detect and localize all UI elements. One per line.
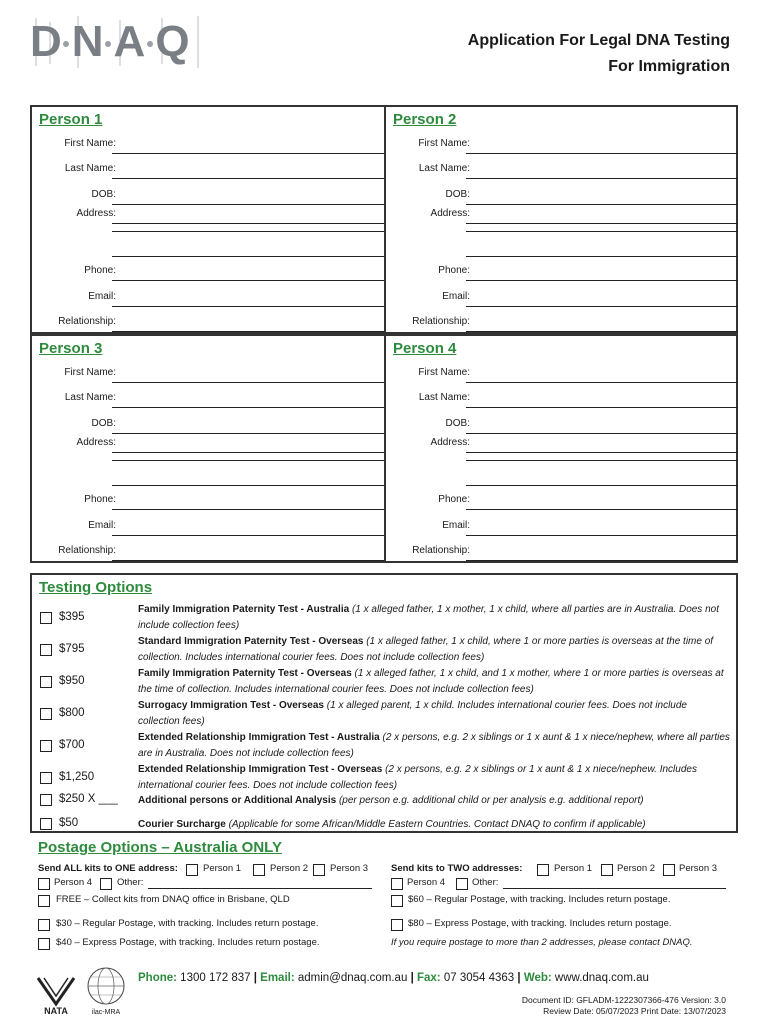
two-address-person2-checkbox[interactable] bbox=[601, 864, 613, 876]
two-address-other-checkbox[interactable] bbox=[456, 878, 468, 890]
person-1-phone-label: Phone: bbox=[84, 265, 116, 276]
person-2-address-row bbox=[386, 206, 738, 224]
nata-text: NATA bbox=[44, 1006, 68, 1016]
test-option-1-price: $395 bbox=[59, 611, 85, 623]
one-address-person1-label: Person 1 bbox=[203, 863, 242, 874]
phone-value: 1300 172 837 bbox=[176, 972, 254, 984]
person-4-address-row bbox=[386, 435, 738, 453]
test-option-6-detail: (2 x persons, e.g. 2 x siblings or 1 x aunt & 1 x niece/nephew. Includes international courier fees. Does not include collection fees) bbox=[138, 764, 697, 791]
contact-line bbox=[138, 972, 649, 984]
person-2-last-name-row bbox=[386, 161, 738, 179]
one-address-person4-checkbox[interactable] bbox=[38, 878, 50, 890]
person-1-phone-row bbox=[32, 263, 384, 281]
person-4-email-input[interactable] bbox=[466, 535, 738, 536]
person-3-last-name-row bbox=[32, 390, 384, 408]
postage-40-checkbox[interactable] bbox=[38, 938, 50, 950]
person-2-relationship-label: Relationship: bbox=[412, 316, 470, 327]
test-option-8-name: Courier Surcharge bbox=[138, 819, 226, 830]
test-option-3-checkbox[interactable] bbox=[40, 676, 52, 688]
person-4-address-line-2[interactable] bbox=[466, 460, 738, 461]
free-collect-label: FREE – Collect kits from DNAQ office in Brisbane, QLD bbox=[56, 894, 290, 905]
person-1-email-label: Email: bbox=[88, 291, 116, 302]
person-2-last-name-label: Last Name: bbox=[418, 163, 470, 174]
test-option-2-price: $795 bbox=[59, 643, 85, 655]
person-2-phone-input[interactable] bbox=[466, 280, 738, 281]
separator: | bbox=[517, 972, 521, 984]
fax-label: Fax: bbox=[416, 972, 441, 984]
person-4-relationship-label: Relationship: bbox=[412, 545, 470, 556]
test-option-1-detail: (1 x alleged father, 1 x mother, 1 x child, where all parties are in Australia. Does not include collection fees) bbox=[138, 604, 719, 631]
person-1-title: Person 1 bbox=[39, 111, 103, 128]
person-1-last-name-label: Last Name: bbox=[64, 163, 116, 174]
test-option-8-checkbox[interactable] bbox=[40, 818, 52, 830]
person-3-address-line-3[interactable] bbox=[112, 485, 386, 486]
person-3-email-row bbox=[32, 518, 384, 536]
person-1-phone-input[interactable] bbox=[112, 280, 384, 281]
person-2-relationship-row bbox=[386, 314, 738, 332]
person-3-phone-input[interactable] bbox=[112, 509, 384, 510]
two-address-person2-label: Person 2 bbox=[617, 863, 656, 874]
person-1-address-line-3[interactable] bbox=[112, 256, 386, 257]
two-address-person1-label: Person 1 bbox=[554, 863, 593, 874]
person-4-dob-row bbox=[386, 416, 738, 434]
person-3-dob-row bbox=[32, 416, 384, 434]
email-label: Email: bbox=[260, 972, 295, 984]
person-4-first-name-input[interactable] bbox=[466, 382, 738, 383]
person-3-section bbox=[32, 336, 386, 561]
person-4-address-line-3[interactable] bbox=[466, 485, 738, 486]
person-2-email-input[interactable] bbox=[466, 306, 738, 307]
postage-60-label: $60 – Regular Postage, with tracking. Includes return postage. bbox=[408, 894, 671, 905]
test-option-2-name: Standard Immigration Paternity Test - Overseas bbox=[138, 636, 364, 647]
person-3-relationship-label: Relationship: bbox=[58, 545, 116, 556]
person-2-dob-input[interactable] bbox=[466, 204, 738, 205]
person-2-email-label: Email: bbox=[442, 291, 470, 302]
person-2-phone-row bbox=[386, 263, 738, 281]
test-option-8-description bbox=[138, 817, 730, 833]
person-3-address-line-2[interactable] bbox=[112, 460, 386, 461]
postage-80-checkbox[interactable] bbox=[391, 919, 403, 931]
test-option-3-description bbox=[138, 666, 730, 697]
person-1-last-name-input[interactable] bbox=[112, 178, 384, 179]
person-2-first-name-input[interactable] bbox=[466, 153, 738, 154]
test-option-3-detail: (1 x alleged father, 1 x child, and 1 x mother, where 1 or more parties is overseas at the time of collection. Includes international courier fees. Does not include collection fees) bbox=[138, 668, 724, 695]
test-option-4-detail: (1 x alleged parent, 1 x child. Includes international courier fees. Does not include collection fees) bbox=[138, 700, 687, 727]
person-2-address-line-2[interactable] bbox=[466, 231, 738, 232]
person-3-email-label: Email: bbox=[88, 520, 116, 531]
person-4-address-label: Address: bbox=[430, 437, 470, 448]
web-label: Web: bbox=[523, 972, 552, 984]
person-1-first-name-label: First Name: bbox=[64, 138, 116, 149]
one-address-other-label: Other: bbox=[117, 877, 144, 888]
person-4-relationship-input[interactable] bbox=[466, 560, 738, 561]
person-4-section bbox=[384, 336, 738, 561]
person-2-email-row bbox=[386, 289, 738, 307]
email-value[interactable]: admin@dnaq.com.au bbox=[294, 972, 411, 984]
nata-logo bbox=[34, 964, 78, 1018]
test-option-5-detail: (2 x persons, e.g. 2 x siblings or 1 x aunt & 1 x niece/nephew, where all parties are in Australia. Does not include collection fees) bbox=[138, 732, 730, 759]
person-3-first-name-label: First Name: bbox=[64, 367, 116, 378]
person-2-address-label: Address: bbox=[430, 208, 470, 219]
test-option-8-detail: (Applicable for some African/Middle Eastern Countries. Contact DNAQ to confirm if applicable) bbox=[225, 819, 646, 830]
logo-wordmark: DNAQ bbox=[30, 17, 200, 66]
one-address-person3-label: Person 3 bbox=[330, 863, 369, 874]
person-1-dob-row bbox=[32, 187, 384, 205]
person-4-address-input[interactable] bbox=[466, 452, 738, 453]
person-4-dob-label: DOB: bbox=[445, 418, 470, 429]
separator: | bbox=[253, 972, 257, 984]
test-option-1-name: Family Immigration Paternity Test - Australia bbox=[138, 604, 350, 615]
postage-60-checkbox[interactable] bbox=[391, 895, 403, 907]
person-1-relationship-label: Relationship: bbox=[58, 316, 116, 327]
one-address-label: Send ALL kits to ONE address: bbox=[38, 863, 178, 874]
person-3-first-name-row bbox=[32, 365, 384, 383]
one-address-other-input[interactable] bbox=[148, 888, 372, 889]
person-3-phone-row bbox=[32, 492, 384, 510]
dnaq-logo bbox=[30, 14, 210, 70]
person-1-relationship-input[interactable] bbox=[112, 331, 384, 332]
person-3-relationship-input[interactable] bbox=[112, 560, 384, 561]
postage-40-label: $40 – Express Postage, with tracking. Includes return postage. bbox=[56, 937, 320, 948]
person-2-first-name-label: First Name: bbox=[418, 138, 470, 149]
person-2-phone-label: Phone: bbox=[438, 265, 470, 276]
two-address-person3-label: Person 3 bbox=[679, 863, 718, 874]
one-address-person2-checkbox[interactable] bbox=[253, 864, 265, 876]
person-2-section bbox=[384, 107, 738, 332]
postage-note: If you require postage to more than 2 addresses, please contact DNAQ. bbox=[391, 937, 693, 948]
person-3-dob-input[interactable] bbox=[112, 433, 384, 434]
test-option-2-detail: (1 x alleged father, 1 x child, where 1 or more parties is overseas at the time of collection. Includes international courier fees. Does not include collection fees) bbox=[138, 636, 714, 663]
two-address-other-input[interactable] bbox=[503, 888, 726, 889]
two-address-person4-checkbox[interactable] bbox=[391, 878, 403, 890]
free-collect-checkbox[interactable] bbox=[38, 895, 50, 907]
test-option-5-checkbox[interactable] bbox=[40, 740, 52, 752]
person-4-last-name-label: Last Name: bbox=[418, 392, 470, 403]
test-option-6-price: $1,250 bbox=[59, 771, 95, 783]
test-option-4-name: Surrogacy Immigration Test - Overseas bbox=[138, 700, 324, 711]
person-1-relationship-row bbox=[32, 314, 384, 332]
person-4-first-name-label: First Name: bbox=[418, 367, 470, 378]
person-4-last-name-row bbox=[386, 390, 738, 408]
person-3-last-name-label: Last Name: bbox=[64, 392, 116, 403]
person-3-address-label: Address: bbox=[76, 437, 116, 448]
person-3-phone-label: Phone: bbox=[84, 494, 116, 505]
person-2-title: Person 2 bbox=[393, 111, 457, 128]
person-1-section bbox=[32, 107, 386, 332]
test-option-8-price: $50 bbox=[59, 817, 79, 829]
person-4-phone-row bbox=[386, 492, 738, 510]
test-option-6-description bbox=[138, 762, 730, 793]
person-4-email-row bbox=[386, 518, 738, 536]
person-1-first-name-input[interactable] bbox=[112, 153, 384, 154]
person-4-title: Person 4 bbox=[393, 340, 457, 357]
person-1-address-line-2[interactable] bbox=[112, 231, 386, 232]
one-address-person1-checkbox[interactable] bbox=[186, 864, 198, 876]
person-1-address-input[interactable] bbox=[112, 223, 384, 224]
test-option-7-name: Additional persons or Additional Analysis bbox=[138, 795, 337, 806]
ilac-text: ilac-MRA bbox=[91, 1009, 121, 1016]
person-2-last-name-input[interactable] bbox=[466, 178, 738, 179]
test-option-7-description bbox=[138, 793, 730, 809]
review-date-line: Review Date: 05/07/2023 Print Date: 13/07/2023 bbox=[543, 1006, 726, 1016]
person-2-relationship-input[interactable] bbox=[466, 331, 738, 332]
test-option-4-checkbox[interactable] bbox=[40, 708, 52, 720]
person-4-phone-label: Phone: bbox=[438, 494, 470, 505]
person-3-dob-label: DOB: bbox=[91, 418, 116, 429]
one-address-other-checkbox[interactable] bbox=[100, 878, 112, 890]
test-option-2-checkbox[interactable] bbox=[40, 644, 52, 656]
document-id-line: Document ID: GFLADM-1222307366-476 Version: 3.0 bbox=[521, 995, 726, 1005]
test-option-7-detail: (per person e.g. additional child or per analysis e.g. additional report) bbox=[336, 795, 644, 806]
person-1-address-label: Address: bbox=[76, 208, 116, 219]
person-4-last-name-input[interactable] bbox=[466, 407, 738, 408]
person-3-email-input[interactable] bbox=[112, 535, 384, 536]
person-1-email-row bbox=[32, 289, 384, 307]
person-4-phone-input[interactable] bbox=[466, 509, 738, 510]
test-option-5-price: $700 bbox=[59, 739, 85, 751]
two-address-person4-label: Person 4 bbox=[407, 877, 446, 888]
person-1-dob-input[interactable] bbox=[112, 204, 384, 205]
test-option-6-name: Extended Relationship Immigration Test - Overseas bbox=[138, 764, 383, 775]
person-4-dob-input[interactable] bbox=[466, 433, 738, 434]
testing-options-panel bbox=[30, 573, 738, 833]
person-2-address-line-3[interactable] bbox=[466, 256, 738, 257]
one-address-person4-label: Person 4 bbox=[54, 877, 93, 888]
postage-options-section bbox=[30, 835, 738, 959]
nata-badge-icon bbox=[34, 964, 78, 1018]
fax-value: 07 3054 4363 bbox=[440, 972, 518, 984]
one-address-person2-label: Person 2 bbox=[270, 863, 309, 874]
two-address-person3-checkbox[interactable] bbox=[663, 864, 675, 876]
person-3-last-name-input[interactable] bbox=[112, 407, 384, 408]
one-address-person3-checkbox[interactable] bbox=[313, 864, 325, 876]
phone-label: Phone: bbox=[138, 972, 177, 984]
postage-80-label: $80 – Express Postage, with tracking. Includes return postage. bbox=[408, 918, 672, 929]
person-2-dob-row bbox=[386, 187, 738, 205]
test-option-7-price: $250 X ___ bbox=[59, 793, 118, 805]
ilac-mra-logo bbox=[84, 964, 128, 1018]
test-option-4-price: $800 bbox=[59, 707, 85, 719]
two-address-label: Send kits to TWO addresses: bbox=[391, 863, 523, 874]
person-4-first-name-row bbox=[386, 365, 738, 383]
person-3-first-name-input[interactable] bbox=[112, 382, 384, 383]
test-option-6-checkbox[interactable] bbox=[40, 772, 52, 784]
title-line-1: Application For Legal DNA Testing bbox=[467, 32, 730, 49]
test-option-3-price: $950 bbox=[59, 675, 85, 687]
person-1-dob-label: DOB: bbox=[91, 189, 116, 200]
person-1-email-input[interactable] bbox=[112, 306, 384, 307]
postage-30-label: $30 – Regular Postage, with tracking. Includes return postage. bbox=[56, 918, 319, 929]
test-option-1-description bbox=[138, 602, 730, 633]
person-3-address-row bbox=[32, 435, 384, 453]
person-3-address-input[interactable] bbox=[112, 452, 384, 453]
person-3-title: Person 3 bbox=[39, 340, 103, 357]
document-id bbox=[522, 995, 726, 1017]
person-4-relationship-row bbox=[386, 543, 738, 561]
person-4-email-label: Email: bbox=[442, 520, 470, 531]
postage-options-title: Postage Options – Australia ONLY bbox=[38, 839, 282, 856]
test-option-5-name: Extended Relationship Immigration Test - Australia bbox=[138, 732, 380, 743]
person-3-relationship-row bbox=[32, 543, 384, 561]
two-address-other-label: Other: bbox=[472, 877, 499, 888]
person-1-last-name-row bbox=[32, 161, 384, 179]
two-address-person1-checkbox[interactable] bbox=[537, 864, 549, 876]
person-1-first-name-row bbox=[32, 136, 384, 154]
ilac-globe-icon bbox=[84, 964, 128, 1018]
postage-30-checkbox[interactable] bbox=[38, 919, 50, 931]
test-option-1-checkbox[interactable] bbox=[40, 612, 52, 624]
page-title bbox=[468, 28, 730, 80]
test-option-7-checkbox[interactable] bbox=[40, 794, 52, 806]
separator: | bbox=[410, 972, 414, 984]
testing-options-title: Testing Options bbox=[39, 579, 153, 596]
person-2-first-name-row bbox=[386, 136, 738, 154]
person-2-dob-label: DOB: bbox=[445, 189, 470, 200]
title-line-2: For Immigration bbox=[608, 58, 730, 75]
test-option-3-name: Family Immigration Paternity Test - Overseas bbox=[138, 668, 352, 679]
test-option-4-description bbox=[138, 698, 730, 729]
persons-panel-top bbox=[30, 105, 738, 334]
person-2-address-input[interactable] bbox=[466, 223, 738, 224]
web-value[interactable]: www.dnaq.com.au bbox=[551, 972, 649, 984]
test-option-2-description bbox=[138, 634, 730, 665]
person-1-address-row bbox=[32, 206, 384, 224]
persons-panel-bottom bbox=[30, 334, 738, 563]
test-option-5-description bbox=[138, 730, 730, 761]
